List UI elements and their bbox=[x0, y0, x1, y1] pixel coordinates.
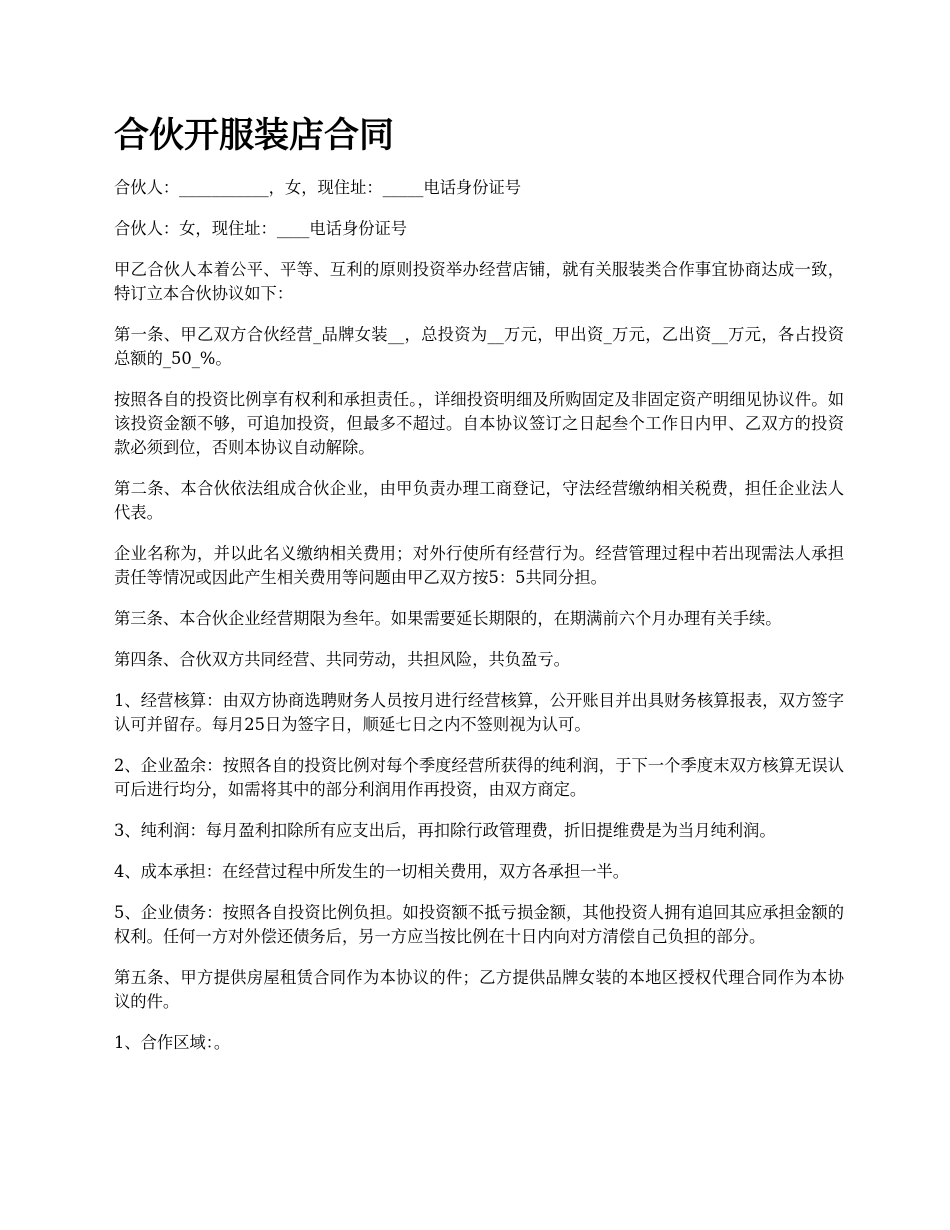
clause-surplus: 2、企业盈余：按照各自的投资比例对每个季度经营所获得的纯利润，于下一个季度末双方核算无误认可后进行均分，如需将其中的部分利润用作再投资，由双方商定。 bbox=[114, 756, 844, 799]
clause-cooperation-area: 1、合作区域：。 bbox=[114, 1033, 231, 1052]
clause-net-profit: 3、纯利润：每月盈利扣除所有应支出后，再扣除行政管理费，折旧提维费是为当月纯利润。 bbox=[114, 821, 776, 840]
company-name-paragraph: 企业名称为，并以此名义缴纳相关费用；对外行使所有经营行为。经营管理过程中若出现需法人承担责任等情况或因此产生相关费用等问题由甲乙双方按5：5共同分担。 bbox=[114, 544, 844, 587]
partner-a-line: 合伙人：___________，女，现住址：_____电话身份证号 bbox=[114, 178, 522, 197]
article-5-paragraph: 第五条、甲方提供房屋租赁合同作为本协议的件；乙方提供品牌女装的本地区授权代理合同作为本协议的件。 bbox=[114, 968, 844, 1011]
document-page bbox=[114, 112, 844, 1072]
article-4-paragraph: 第四条、合伙双方共同经营、共同劳动，共担风险，共负盈亏。 bbox=[114, 650, 570, 669]
preamble-paragraph: 甲乙合伙人本着公平、平等、互利的原则投资举办经营店铺，就有关服装类合作事宜协商达成一致，特订立本合伙协议如下： bbox=[114, 260, 844, 303]
clause-accounting: 1、经营核算：由双方协商选聘财务人员按月进行经营核算，公开账目并出具财务核算报表，双方签字认可并留存。每月25日为签字日，顺延七日之内不签则视为认可。 bbox=[114, 691, 844, 734]
article-2-paragraph: 第二条、本合伙依法组成合伙企业，由甲负责办理工商登记，守法经营缴纳相关税费，担任企业法人代表。 bbox=[114, 479, 844, 522]
clause-debts: 5、企业债务：按照各自投资比例负担。如投资额不抵亏损金额，其他投资人拥有追回其应承担金额的权利。任何一方对外偿还债务后，另一方应当按比例在十日内向对方清偿自己负担的部分。 bbox=[114, 903, 844, 946]
investment-rights-paragraph: 按照各自的投资比例享有权利和承担责任。，详细投资明细及所购固定及非固定资产明细见协议件。如该投资金额不够，可追加投资，但最多不超过。自本协议签订之日起叁个工作日内甲、乙双方的投资款必须到位，否则本协议自动解除。 bbox=[114, 390, 844, 457]
article-3-paragraph: 第三条、本合伙企业经营期限为叁年。如果需要延长期限的，在期满前六个月办理有关手续。 bbox=[114, 609, 782, 628]
clause-cost-sharing: 4、成本承担：在经营过程中所发生的一切相关费用，双方各承担一半。 bbox=[114, 862, 630, 881]
partner-b-line: 合伙人：女，现住址：____电话身份证号 bbox=[114, 219, 408, 238]
article-1-paragraph: 第一条、甲乙双方合伙经营_品牌女装__，总投资为__万元，甲出资_万元，乙出资__万元，各占投资总额的_50_%。 bbox=[114, 325, 844, 368]
document-title: 合伙开服装店合同 bbox=[114, 116, 395, 156]
